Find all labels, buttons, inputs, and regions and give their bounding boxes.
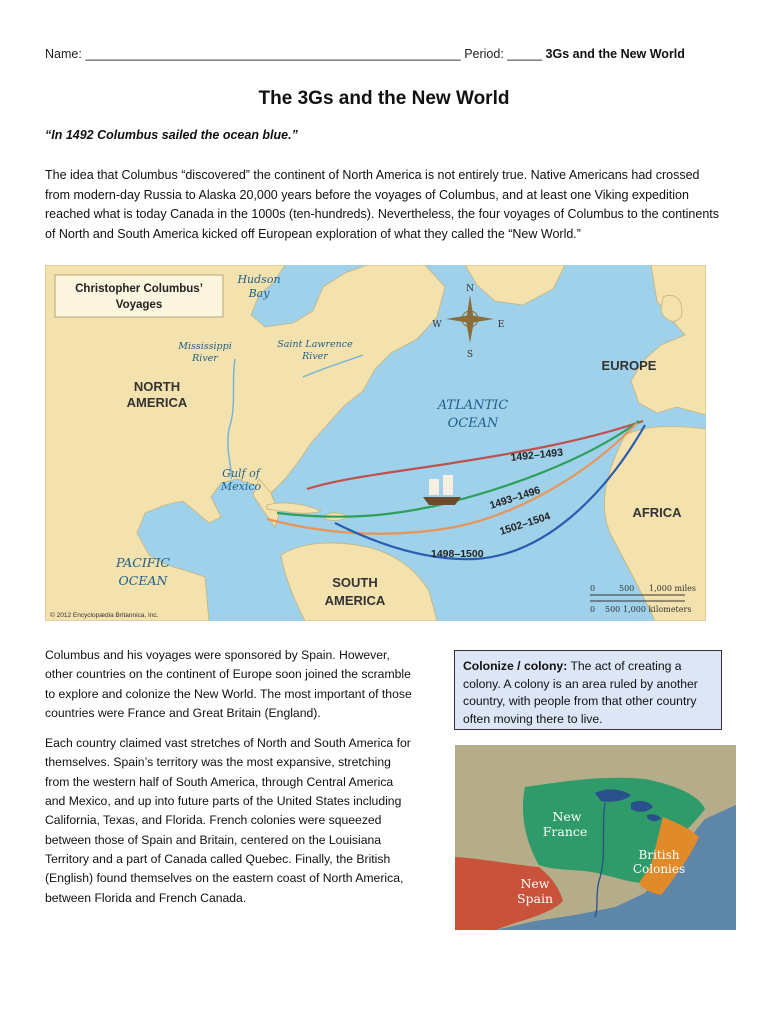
definition-text: The act of creating a colony. A colony is an area ruled by another country, with people from that other country often moving there to live.	[463, 659, 698, 726]
colonial-territories-map	[455, 745, 736, 930]
period-label: Period:	[464, 47, 504, 61]
label-british-1: British	[638, 848, 680, 862]
compass-s: S	[466, 350, 474, 360]
compass-w: W	[432, 320, 442, 330]
voyage-label-1493: 1493–1496	[488, 484, 542, 512]
label-mississippi-1: Mississippi	[178, 341, 232, 352]
label-hudson-1: Hudson	[237, 273, 281, 286]
definition-box	[454, 650, 722, 730]
scale-500-km: 500	[605, 605, 621, 614]
label-new-france-1: New	[552, 809, 582, 824]
voyage-label-1498: 1498–1500	[431, 548, 484, 560]
label-new-spain-1: New	[520, 876, 550, 891]
intro-paragraph: The idea that Columbus “discovered” the continent of North America is not entirely true. Native Americans had crossed from modern-day Russia to Alaska 20,000 years before the voyages of Columbus, and at least one Viking expedition reached what is today Canada in the 1000s (ten-hundreds). Nevertheless, the four voyages of Columbus to the continents of North and South America kicked off European exploration of what they called the “New World.”	[45, 168, 720, 241]
label-hudson-2: Bay	[248, 287, 270, 300]
compass-n: N	[466, 284, 474, 294]
label-gulf-1: Gulf of	[222, 467, 260, 480]
opening-quote: “In 1492 Columbus sailed the ocean blue.”	[45, 128, 298, 142]
period-blank[interactable]: _____	[507, 47, 543, 61]
paragraph-territories: Each country claimed vast stretches of North and South America for themselves. Spain’s territory was the most expansive, stretching from the western half of South America, through Central America and Mexico, and up into future parts of the United States including California, Texas, and Florida. French colonies were squeezed between those of Spain and Britain, centered on the Louisiana Territory and a part of Canada called Quebec. Finally, the British (English) found themselves on the eastern coast of North America, between Florida and French Canada.	[45, 736, 411, 905]
label-north-america-2: AMERICA	[126, 395, 188, 410]
label-british-2: Colonies	[632, 862, 686, 876]
label-new-france-2: France	[542, 824, 588, 839]
label-atlantic-2: OCEAN	[447, 416, 499, 431]
unit-title: 3Gs and the New World	[545, 47, 685, 61]
label-mississippi-2: River	[192, 353, 218, 364]
label-north-america-1: NORTH	[133, 379, 181, 394]
voyage-label-1502: 1502–1504	[498, 510, 552, 538]
scale-0-km: 0	[590, 605, 596, 614]
label-st-lawrence-2: River	[302, 351, 328, 362]
voyage-label-1492: 1492–1493	[510, 446, 564, 464]
worksheet-header	[45, 47, 725, 61]
map-title-line1: Christopher Columbus’	[75, 283, 203, 295]
definition-term: Colonize / colony:	[463, 659, 568, 673]
label-south-america-1: SOUTH	[332, 575, 378, 590]
label-atlantic-1: ATLANTIC	[437, 398, 509, 413]
body-text-column	[45, 646, 415, 919]
label-new-spain-2: Spain	[516, 891, 554, 906]
label-africa: AFRICA	[632, 505, 682, 520]
label-south-america-2: AMERICA	[324, 593, 386, 608]
label-st-lawrence-1: Saint Lawrence	[277, 339, 353, 350]
label-pacific-2: OCEAN	[118, 573, 168, 588]
paragraph-spain-sponsor: Columbus and his voyages were sponsored by Spain. However, other countries on the continent of Europe soon joined the scramble to explore and colonize the New World. The most important of those countries were France and Great Britain (England).	[45, 648, 412, 720]
map-title-line2: Voyages	[115, 299, 163, 311]
label-pacific-1: PACIFIC	[116, 555, 170, 570]
page-title: The 3Gs and the New World	[258, 88, 510, 109]
scale-500-miles: 500	[619, 584, 635, 593]
scale-km: 1,000 kilometers	[623, 605, 692, 614]
columbus-voyages-map	[45, 265, 706, 621]
name-blank[interactable]: ______________________________________________________	[85, 47, 461, 61]
label-gulf-2: Mexico	[220, 480, 262, 493]
label-europe: EUROPE	[601, 358, 657, 373]
map-copyright: © 2012 Encyclopædia Britannica, Inc.	[50, 612, 159, 619]
compass-e: E	[497, 320, 505, 330]
scale-0-miles: 0	[590, 584, 596, 593]
scale-miles: 1,000 miles	[649, 584, 696, 593]
name-label: Name:	[45, 47, 82, 61]
